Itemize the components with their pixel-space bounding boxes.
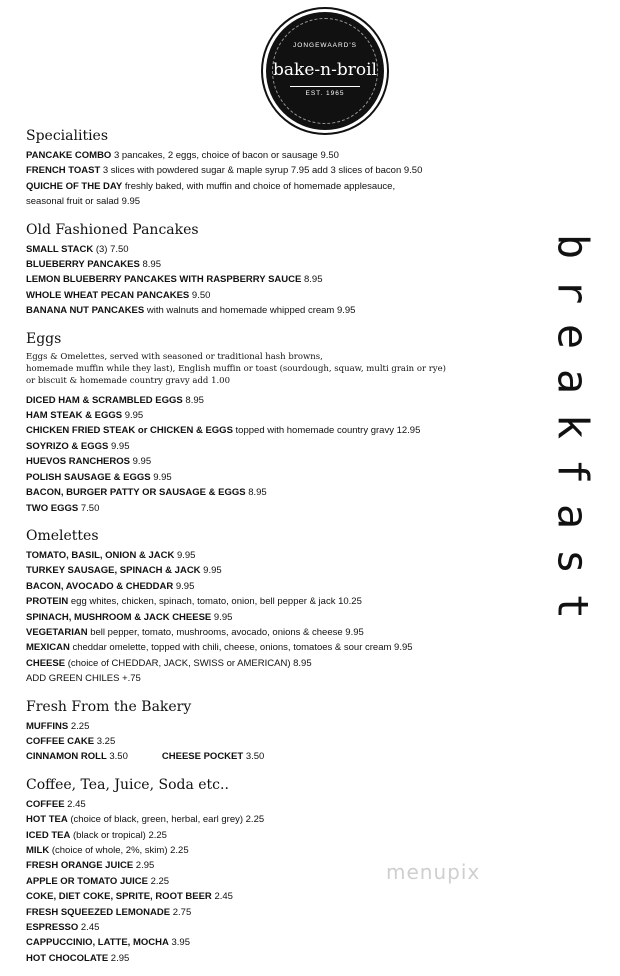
menu-item (26, 843, 526, 858)
menu-item-name: ESPRESSO (26, 922, 79, 934)
menu-item-description: 7.50 (78, 502, 100, 514)
menu-item-name: VEGETARIAN (26, 626, 88, 638)
menu-item (26, 454, 526, 469)
menu-item (26, 610, 526, 625)
menu-item-description: 8.95 (301, 274, 323, 286)
menu-item-name: APPLE OR TOMATO JUICE (26, 875, 148, 887)
menu-item-name: MUFFINS (26, 720, 69, 732)
section-title: Coffee, Tea, Juice, Soda etc.. (26, 776, 229, 793)
menu-item-name: PROTEIN (26, 596, 69, 608)
menu-item-description: bell pepper, tomato, mushrooms, avocado, onions & cheese 9.95 (87, 626, 364, 638)
menu-item (26, 485, 526, 500)
menu-item-description: 3 slices with powdered sugar & maple syrup 7.95 add 3 slices of bacon 9.50 (100, 165, 423, 177)
menu-item-description: cheddar omelette, topped with chili, cheese, onions, tomatoes & sour cream 9.95 (69, 642, 413, 654)
menu-item-name: DICED HAM & SCRAMBLED EGGS (26, 394, 183, 406)
menu-item-description: 9.50 (189, 289, 211, 301)
menu-item-description: (choice of whole, 2%, skim) 2.25 (49, 845, 189, 856)
menu-item-description: (black or tropical) 2.25 (70, 829, 167, 841)
menu-item (26, 257, 526, 272)
menu-item (26, 470, 526, 485)
menu-item-description: 3.50 (106, 751, 128, 763)
menu-item (26, 439, 526, 454)
menu-item (26, 951, 526, 966)
menu-item-description: 8.95 (245, 487, 267, 499)
section-specialities (26, 126, 526, 210)
side-letter: k (548, 413, 598, 440)
menu-item-name: SMALL STACK (26, 243, 94, 255)
menu-item-name: TURKEY SAUSAGE, SPINACH & JACK (26, 565, 201, 577)
menu-item-name: POLISH SAUSAGE & EGGS (26, 471, 151, 483)
menu-item-name: TOMATO, BASIL, ONION & JACK (26, 549, 175, 561)
side-letter: t (548, 593, 598, 620)
menu-item-name: COFFEE (26, 798, 65, 810)
menu-item-name: BACON, BURGER PATTY OR SAUSAGE & EGGS (26, 487, 246, 499)
menu-item-name: QUICHE OF THE DAY (26, 180, 123, 192)
menu-item (26, 393, 526, 408)
logo-established: EST. 1965 (305, 90, 345, 97)
menu-item-name: CHEESE POCKET (161, 751, 244, 763)
menu-item (26, 501, 526, 516)
bakery-row (26, 749, 526, 764)
menu-item-description: 8.95 (182, 394, 204, 406)
menu-item (26, 594, 526, 609)
menu-item-description: 2.75 (170, 906, 192, 918)
menu-item-name: CHEESE (26, 657, 66, 669)
menu-item (26, 423, 526, 438)
menu-item (26, 828, 526, 843)
menu-item-name: COFFEE CAKE (26, 735, 95, 747)
menu-item (26, 194, 526, 209)
menu-item (26, 797, 526, 812)
menu-item (26, 905, 526, 920)
menu-item-description: freshly baked, with muffin and choice of homemade applesauce, (122, 180, 396, 192)
eggs-note: homemade muffin while they last), English muffin or toast (sourdough, squaw, multi grain or rye) (26, 363, 446, 374)
section-omelettes (26, 526, 526, 687)
menu-item (26, 625, 526, 640)
side-letter: f (548, 458, 598, 485)
menu-item (26, 579, 526, 594)
menu-item-name: TWO EGGS (26, 502, 79, 514)
menu-item-name: HUEVOS RANCHEROS (26, 456, 130, 468)
menu-item-description: 2.95 (133, 860, 155, 872)
menu-item (26, 812, 526, 827)
side-letter: s (548, 548, 598, 575)
menu-item-name: HAM STEAK & EGGS (26, 410, 123, 422)
side-letter: b (548, 233, 598, 260)
section-title: Old Fashioned Pancakes (26, 221, 199, 238)
menu-item (26, 920, 526, 935)
menu-item-name: CAPPUCCINIO, LATTE, MOCHA (26, 937, 169, 949)
side-letter: a (548, 503, 598, 530)
section-title: Fresh From the Bakery (26, 698, 192, 715)
menu-item-name: ICED TEA (26, 829, 71, 841)
menu-item-name: FRENCH TOAST (26, 165, 101, 177)
menu-item-description: 9.95 (122, 410, 144, 422)
menu-item-name: HOT CHOCOLATE (26, 952, 109, 964)
menu-item-description: 2.25 (68, 720, 90, 732)
menu-item-description: (choice of black, green, herbal, earl grey) 2.25 (67, 814, 265, 826)
menu-item-name: SOYRIZO & EGGS (26, 440, 109, 452)
menu-item-description: 2.45 (64, 798, 86, 810)
menupix-watermark: menupix (386, 860, 481, 884)
menu-item-name: PANCAKE COMBO (26, 150, 112, 161)
menu-item (26, 640, 526, 655)
logo-name: bake-n-broil (273, 60, 377, 80)
menu-item-description: 9.95 (130, 456, 152, 468)
menu-item-description: 9.95 (211, 611, 233, 623)
menu-item-description: 2.25 (147, 875, 170, 887)
menu-item-description: egg whites, chicken, spinach, tomato, onion, bell pepper & jack 10.25 (68, 596, 362, 608)
menu-item-description: (choice of CHEDDAR, JACK, SWISS or AMERICAN) 8.95 (65, 657, 312, 669)
menu-item (26, 671, 526, 686)
side-letter: e (548, 323, 598, 350)
menu-item-name: HOT TEA (26, 814, 68, 826)
menu-item-name: BACON, AVOCADO & CHEDDAR (26, 580, 174, 592)
menu-item-description: 8.95 (139, 259, 161, 271)
menu-item (26, 288, 526, 303)
menu-item (26, 719, 526, 734)
menu-item-description: 9.95 (200, 565, 222, 577)
menu-item-description: 2.45 (211, 891, 233, 903)
menu-item (26, 935, 526, 950)
section-title: Omelettes (26, 527, 99, 544)
menu-item-description: seasonal fruit or salad 9.95 (26, 196, 141, 208)
menu-item-description: ADD GREEN CHILES +.75 (26, 673, 141, 685)
menu-item-name: WHOLE WHEAT PECAN PANCAKES (26, 289, 190, 301)
menu-item-name: FRESH SQUEEZED LEMONADE (26, 906, 171, 918)
menu-item-description: 3.95 (168, 937, 190, 949)
eggs-note: or biscuit & homemade country gravy add 1.00 (26, 375, 230, 386)
menu-item (26, 272, 526, 287)
section-title: Specialities (26, 128, 109, 144)
menu-item (26, 563, 526, 578)
section-bakery (26, 697, 526, 765)
menu-item (26, 163, 526, 178)
section-title: Eggs (26, 330, 62, 347)
restaurant-logo (266, 12, 384, 130)
menu-item (26, 656, 526, 671)
breakfast-menu (26, 126, 526, 976)
menu-item-description: 9.95 (173, 580, 195, 592)
menu-item-description: 3.50 (243, 751, 265, 763)
menu-item-name: MEXICAN (26, 642, 70, 654)
menu-item-description: 3 pancakes, 2 eggs, choice of bacon or sausage 9.50 (111, 150, 339, 161)
menu-item-name: SPINACH, MUSHROOM & JACK CHEESE (26, 611, 212, 623)
menu-item-description: 2.45 (78, 922, 100, 934)
menu-item (26, 889, 526, 904)
menu-item-description: 2.95 (108, 952, 130, 964)
menu-item-name: CINNAMON ROLL (26, 751, 107, 763)
menu-item-name: FRESH ORANGE JUICE (26, 860, 134, 872)
menu-item-description: 9.95 (174, 549, 196, 561)
menu-item (26, 548, 526, 563)
eggs-note: Eggs & Omelettes, served with seasoned or traditional hash browns, (26, 351, 323, 362)
menu-item-description: 9.95 (150, 471, 172, 483)
menu-item-name: MILK (26, 845, 50, 856)
menu-item (26, 179, 526, 194)
menu-item-description: topped with homemade country gravy 12.95 (232, 425, 421, 437)
menu-item-name: BLUEBERRY PANCAKES (26, 259, 140, 271)
menu-item-description: (3) 7.50 (93, 243, 129, 255)
section-eggs (26, 329, 526, 516)
side-letter: a (548, 368, 598, 395)
menu-item (26, 303, 526, 318)
menu-item-description: with walnuts and homemade whipped cream 9.95 (144, 305, 356, 317)
menu-item-description: 3.25 (94, 735, 116, 747)
menu-item-name: CHICKEN FRIED STEAK or CHICKEN & EGGS (26, 425, 233, 437)
menu-item (162, 749, 264, 764)
menu-item (26, 734, 526, 749)
section-pancakes (26, 220, 526, 319)
logo-divider (290, 86, 360, 87)
side-letter: r (548, 278, 598, 305)
menu-item (26, 408, 526, 423)
breakfast-vertical-title (545, 224, 601, 629)
menu-item-name: LEMON BLUEBERRY PANCAKES WITH RASPBERRY SAUCE (26, 274, 302, 286)
menu-item (26, 148, 526, 163)
menu-item-name: COKE, DIET COKE, SPRITE, ROOT BEER (26, 891, 212, 903)
menu-item-name: BANANA NUT PANCAKES (26, 305, 145, 317)
menu-item (26, 242, 526, 257)
logo-owner: JONGEWAARD'S (293, 42, 357, 49)
menu-item-description: 9.95 (108, 440, 130, 452)
menu-item (26, 749, 128, 764)
